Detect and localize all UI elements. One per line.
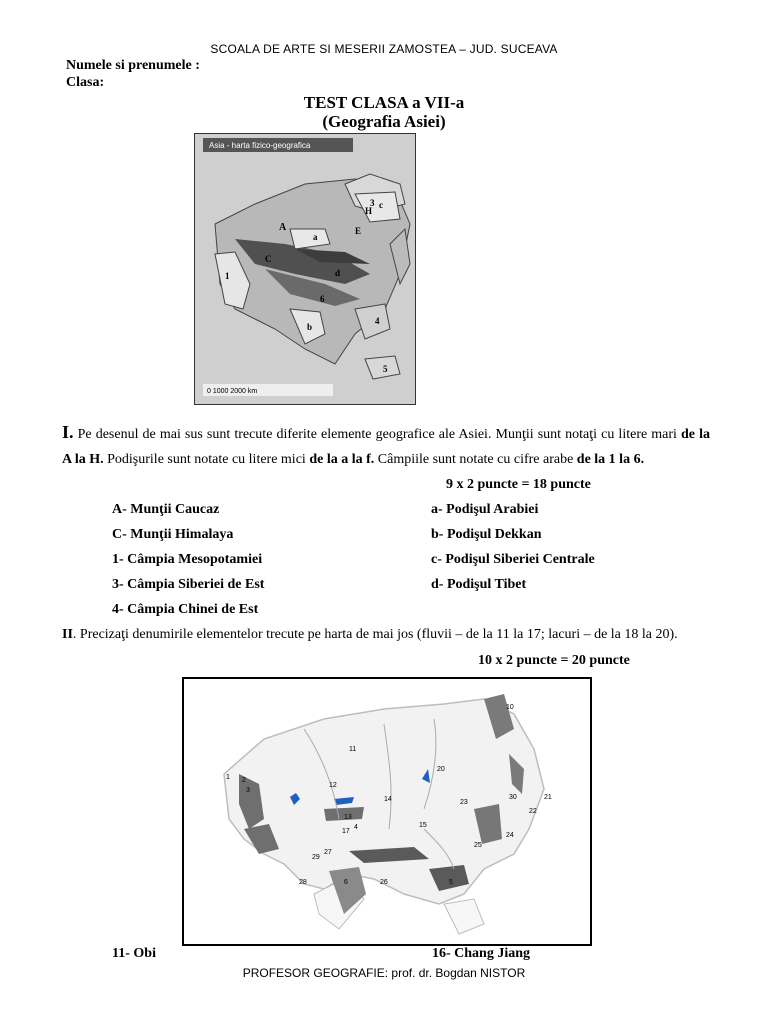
map2-label-2: 2 (242, 777, 246, 784)
map2-label-17: 17 (342, 828, 350, 835)
map2-label-27: 27 (324, 849, 332, 856)
footer-teacher: PROFESOR GEOGRAFIE: prof. dr. Bogdan NISTOR (242, 966, 526, 980)
map2-label-1: 1 (226, 774, 230, 781)
map1-num-1: 1 (225, 271, 230, 281)
map1-letter-A: A (279, 222, 287, 233)
map1-num-5: 5 (383, 364, 388, 374)
map1-letter-C: C (265, 254, 272, 264)
name-field-label: Numele si prenumele : (66, 58, 200, 73)
map1-num-3: 3 (370, 198, 375, 208)
map1-letter-c: c (379, 200, 383, 210)
map2-label-25: 25 (474, 842, 482, 849)
list-item-right: d- Podişul Tibet (431, 577, 527, 592)
map2-label-14: 14 (384, 796, 392, 803)
map2-label-30: 30 (509, 794, 517, 801)
map1-scale: 0 1000 2000 km (207, 388, 258, 395)
map2-label-28: 28 (299, 879, 307, 886)
map2-label-20: 20 (437, 766, 445, 773)
list-item-left: A- Munţii Caucaz (112, 502, 220, 517)
list-item-left: 1- Câmpia Mesopotamiei (112, 552, 263, 567)
list-item-right: b- Podişul Dekkan (431, 527, 542, 542)
map2-label-12: 12 (329, 782, 337, 789)
test-title: TEST CLASA a VII-a (303, 93, 465, 112)
map1-caption: Asia - harta fizico-geografica (209, 141, 311, 150)
list-item-left: 4- Câmpia Chinei de Est (112, 602, 259, 617)
map1-letter-E: E (355, 226, 362, 236)
map1-letter-b: b (307, 322, 313, 332)
map2-label-11: 11 (349, 746, 357, 753)
section2-points: 10 x 2 puncte = 20 puncte (478, 653, 630, 668)
asia-outline-map-drawing (184, 679, 590, 944)
map2-label-15: 15 (419, 822, 427, 829)
section2-paragraph: II. Precizaţi denumirile elementelor trecute pe harta de mai jos (fluvii – de la 11 la 17; lacuri – de la 18 la 20). (62, 627, 678, 642)
map2-label-29: 29 (312, 854, 320, 861)
section2-roman: II (62, 627, 73, 642)
map1-num-6: 6 (320, 294, 325, 304)
list-item-right: c- Podişul Siberiei Centrale (431, 552, 595, 567)
map2-label-13: 13 (344, 814, 352, 821)
map2-label-23: 23 (460, 799, 468, 806)
list-item-right: a- Podişul Arabiei (431, 502, 539, 517)
map2-label-22: 22 (529, 808, 537, 815)
map1-letter-d: d (335, 268, 341, 278)
asia-outline-map (182, 677, 592, 946)
school-name: SCOALA DE ARTE SI MESERII ZAMOSTEA – JUD. SUCEAVA (210, 42, 558, 56)
section1-points: 9 x 2 puncte = 18 puncte (446, 477, 591, 492)
asia-physical-map-drawing (195, 134, 415, 404)
map2-label-4: 4 (354, 824, 358, 831)
map2-label-3: 3 (246, 787, 250, 794)
list-item-left: C- Munţii Himalaya (112, 527, 234, 542)
map2-label-6: 6 (344, 879, 348, 886)
map2-label-21: 21 (544, 794, 552, 801)
map2-label-10: 10 (506, 704, 514, 711)
map2-label-24: 24 (506, 832, 514, 839)
answer-left: 11- Obi (112, 946, 156, 961)
list-item-left: 3- Câmpia Siberiei de Est (112, 577, 265, 592)
map1-letter-a: a (313, 232, 318, 242)
map1-num-4: 4 (375, 316, 380, 326)
class-field-label: Clasa: (66, 75, 105, 90)
map2-label-5: 5 (449, 879, 453, 886)
map1-letter-H: H (365, 206, 373, 216)
test-subtitle: (Geografia Asiei) (322, 112, 446, 131)
section1-roman: I. (62, 422, 74, 442)
map2-label-26: 26 (380, 879, 388, 886)
answer-right: 16- Chang Jiang (432, 946, 531, 961)
asia-physical-map (194, 133, 416, 405)
section1-paragraph: I. Pe desenul de mai sus sunt trecute diferite elemente geografice ale Asiei. Munţii sunt notaţi cu litere mari de la A la H. Podişurile sunt notate cu litere mici de la a la f. Câmpiile sunt notate cu cifre arabe de la 1 la 6. (62, 422, 710, 467)
